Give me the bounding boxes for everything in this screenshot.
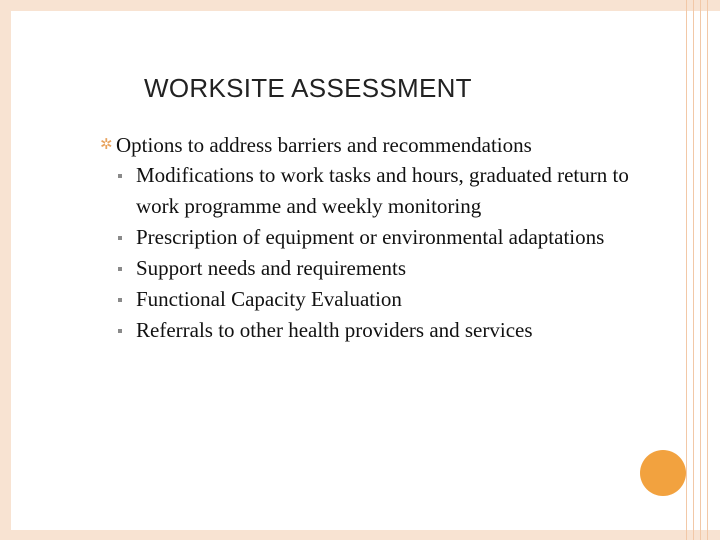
sub-bullet-item (100, 160, 660, 222)
slide-content (100, 130, 660, 346)
right-rule-line (700, 0, 701, 540)
sub-bullet-text: Referrals to other health providers and services (136, 318, 533, 342)
slide-title: WORKSITE ASSESSMENT (144, 73, 472, 103)
square-bullet-icon (118, 236, 122, 240)
sub-bullet-item (100, 222, 660, 253)
sub-bullet-text: Support needs and requirements (136, 256, 407, 280)
sub-bullet-list (100, 160, 660, 346)
right-rule-line (686, 0, 687, 540)
square-bullet-icon (118, 267, 122, 271)
sub-bullet-item (100, 315, 660, 346)
left-border (0, 0, 11, 540)
top-border (0, 0, 720, 11)
diamond-bullet-icon: ✲ (100, 137, 113, 153)
square-bullet-icon (118, 329, 122, 333)
main-bullet-text: Options to address barriers and recommendations (116, 133, 532, 157)
sub-bullet-text: Prescription of equipment or environmental adaptations (136, 225, 605, 249)
sub-bullet-text: Modifications to work tasks and hours, graduated return to work programme and weekly monitoring (136, 163, 629, 218)
decorative-circle (640, 450, 686, 496)
main-bullet (100, 130, 660, 160)
sub-bullet-text: Functional Capacity Evaluation (136, 287, 402, 311)
right-rule-line (707, 0, 708, 540)
right-rule-line (693, 0, 694, 540)
square-bullet-icon (118, 298, 122, 302)
sub-bullet-item (100, 284, 660, 315)
sub-bullet-item (100, 253, 660, 284)
square-bullet-icon (118, 174, 122, 178)
bottom-border (0, 530, 720, 540)
